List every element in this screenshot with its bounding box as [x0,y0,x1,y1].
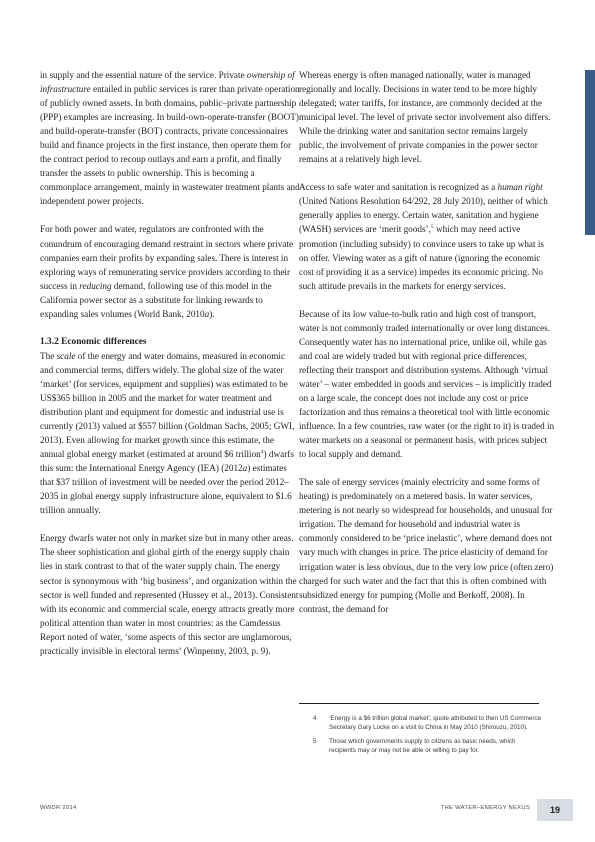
paragraph-scale: The scale of the energy and water domains, measured in economic and commercial terms, differs widely. The global size of the water ‘market’ (for services, equipment and supplies) was estimated to be US$365 billion in 2005 and the market for water treatment and distribution plant and equipment for domestic and industrial use is currently (2013) valued at $557 billion (Goldman Sachs, 2005; GWI, 2013). Even allowing for market growth since this estimate, the annual global energy market (estimated at around $6 trillion$^4$) dwarfs this sum: the International Energy Agency (IEA) (2012a) estimates that $37 trillion of investment will be needed over the period 2012–2035 in global energy supply infrastructure alone, equivalent to $1.6 trillion annually. [40,350,295,516]
paragraph-energy-dwarfs: Energy dwarfs water not only in market size but in many other areas. The sheer sophistication and global girth of the energy supply chain lies in stark contrast to that of the water supply chain. The energy sector is synonymous with ‘big business’, and organization within the sector is well funded and represented (Hussey et al., 2013). Consistent with its economic and commercial scale, energy attracts greatly more political attention than water in most countries: as the Camdessus Report noted of water, ‘some aspects of this sector are unglamorous, practically invisible in electoral terms’ (Winpenny, 2003, p. 9). [40,533,299,656]
footnote-number: 4 [313,715,317,722]
footnote-text: ‘Energy is a $6 trillion global market’, quote attributed to then US Commerce Secretary Gary Locke on a visit to China in May 2010 (Shirouzu, 2010). [329,715,542,731]
right-column [299,68,555,616]
footnote-text: Those which governments supply to citizens as basic needs, which recipients may or may not be able or willing to pay for. [329,738,516,754]
paragraph-regulators: For both power and water, regulators are confronted with the conundrum of encouraging demand restraint in sectors where private companies earn their profits by expanding sales. There is interest in exploring ways of remunerating service providers according to their success in reducing demand, following use of this model in the California power sector as a substitute for linking rewards to expanding sales volumes (World Bank, 2010a). [40,224,294,319]
footnote-ref-4[interactable]: 4 [260,449,264,456]
paragraph-management: Whereas energy is often managed nationally, water is managed regionally and locally. Decisions in water tend to be more highly delegated; water tariffs, for instance, are commonly decided at the municipal level. The level of private sector involvement also differs. While the drinking water and sanitation sector remains largely public, the involvement of private companies in the power sector remains at a relatively high level. [299,70,551,165]
footnote-item [299,738,544,755]
footnote-ref-5[interactable]: 5 [430,224,434,231]
footer-report-name: WWDR 2014 [40,805,77,811]
footnote-number: 5 [313,738,317,746]
left-column [40,68,300,658]
chapter-edge-marker [585,70,595,235]
footnotes [299,715,544,761]
footnote-item [299,715,544,732]
footer-chapter-title: THE WATER–ENERGY NEXUS [440,805,530,811]
paragraph-trade: Because of its low value-to-bulk ratio and high cost of transport, water is not commonly traded internationally or over long distances. Consequently water has no international price, unlike oil, while gas and coal are widely traded but with regional price differences, reflecting their transport and distribution systems. Although ‘virtual water’ – water embedded in goods and services – is implicitly traded on a large scale, the concept does not include any cost or price factorization and thus remains a theoretical tool with little economic influence. In a few countries, raw water (or the right to it) is traded in water markets on a seasonal or permanent basis, with prices subject to local supply and demand. [299,308,555,460]
paragraph-ownership: in supply and the essential nature of the service. Private ownership of infrastructure entailed in public services is rarer than private operation of publicly owned assets. In both domains, public–private partnership (PPP) examples are increasing. In build-own-operate-transfer (BOOT) and build-operate-transfer (BOT) contracts, private concessionaires build and finance projects in the first instance, then operate them for the contract period to recoup outlays and earn a profit, and finally transfer the assets to public ownership. This is becoming a commonplace arrangement, mainly in wastewater treatment plants and independent power projects. [40,70,300,207]
paragraph-metering: The sale of energy services (mainly electricity and some forms of heating) is predominately on a metered basis. In water services, metering is not nearly so widespread for households, and unusual for irrigation. The demand for household and industrial water is commonly considered to be ‘price inelastic’, where demand does not vary much with changes in price. The price elasticity of demand for irrigation water is less obvious, due to the very low price (often zero) charged for such water and the fact that this is often combined with subsidized energy for pumping (Molle and Berkoff, 2008). In contrast, the demand for [299,477,554,614]
paragraph-human-right: Access to safe water and sanitation is recognized as a human right (United Nations Resolution 64/292, 28 July 2010), neither of which generally applies to energy. Certain water, sanitation and hygiene (WASH) services are ‘merit goods’,$^5$ which may need active promotion (including subsidy) to convince users to take up what is on offer. Viewing water as a gift of nature (ignoring the economic cost of providing it as a service) impedes its economic pricing. No such attitude prevails in the markets for energy services. [299,182,548,291]
section-heading: 1.3.2 Economic differences [40,336,147,347]
footnote-divider [299,703,539,704]
page-number: 19 [537,799,573,821]
